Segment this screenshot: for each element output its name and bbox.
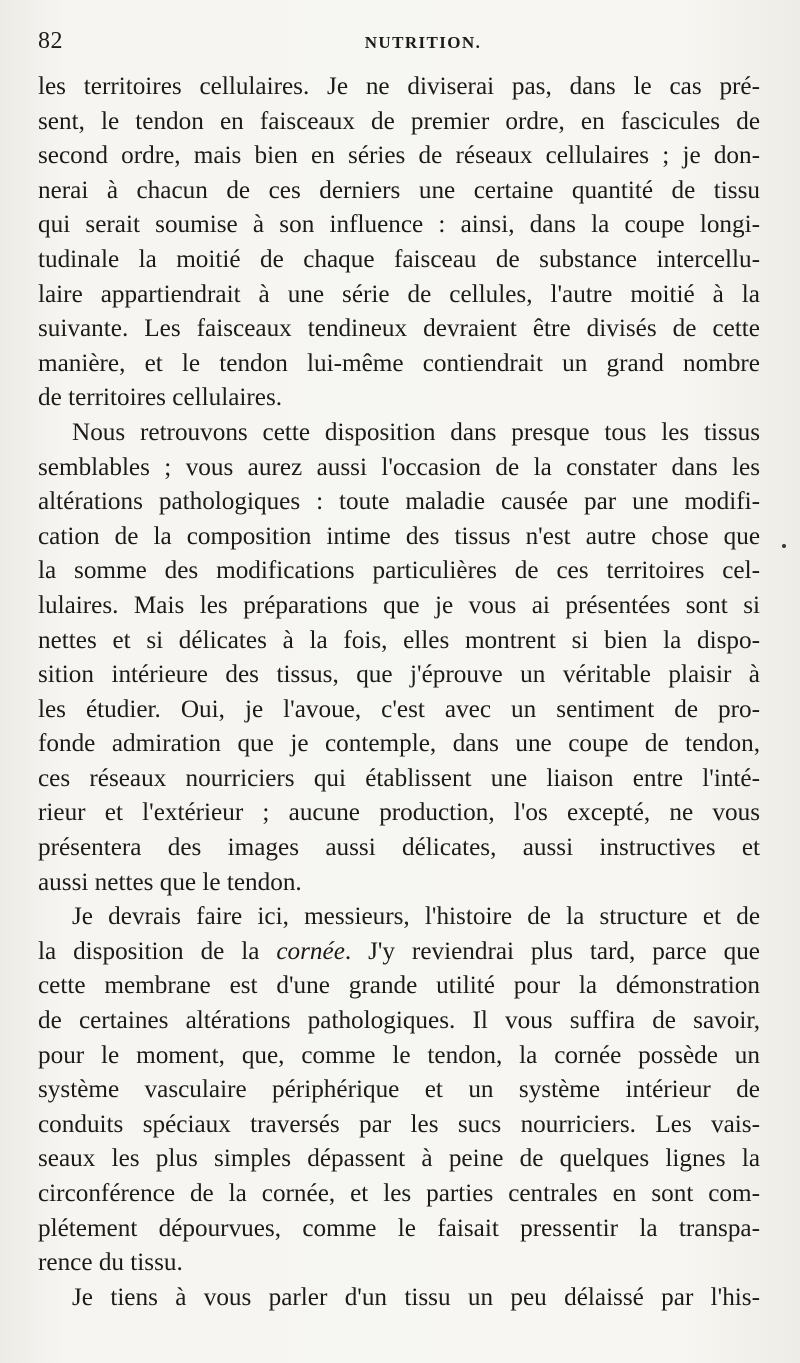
- text-line: [38, 658, 760, 693]
- text-line-content: tudinale la moitié de chaque faisceau de substance intercellu-: [38, 245, 760, 273]
- text-line: [38, 866, 760, 901]
- text-line-content: ces réseaux nourriciers qui établissent une liaison entre l'inté-: [38, 764, 760, 792]
- text-line: [38, 693, 760, 728]
- text-line: [38, 381, 760, 416]
- text-line-content: circonférence de la cornée, et les parties centrales en sont com-: [38, 1180, 760, 1207]
- text-line: [38, 1142, 760, 1177]
- text-line-content: la disposition de la: [38, 937, 277, 965]
- text-line: [38, 1281, 760, 1316]
- text-line-content: de territoires cellulaires.: [38, 384, 283, 412]
- page-number: 82: [38, 28, 63, 54]
- text-line: [38, 624, 760, 659]
- text-line-content: cette membrane est d'une grande utilité pour la démonstration: [38, 972, 760, 1000]
- text-line-content: rence du tissu.: [38, 1249, 183, 1277]
- text-line: [38, 589, 760, 624]
- text-line-content: Nous retrouvons cette disposition dans presque tous les tissus: [72, 418, 760, 446]
- body-text: [38, 70, 760, 1315]
- text-line-content: rieur et l'extérieur ; aucune production, l'os excepté, ne vous: [38, 799, 760, 827]
- text-line: [38, 1073, 760, 1108]
- text-line-content: les territoires cellulaires. Je ne diviserai pas, dans le cas pré-: [38, 73, 760, 100]
- text-line-content: aussi nettes que le tendon.: [38, 868, 302, 896]
- text-line-content: sent, le tendon en faisceaux de premier ordre, en fascicules de: [38, 107, 760, 135]
- text-line-content: nettes et si délicates à la fois, elles montrent si bien la dispo-: [38, 626, 760, 654]
- text-line: [38, 416, 760, 451]
- text-line-content: Je devrais faire ici, messieurs, l'histoire de la structure et de: [72, 903, 760, 931]
- text-line-content: lulaires. Mais les préparations que je vous ai présentées sont si: [38, 591, 760, 619]
- text-line: [38, 1212, 760, 1247]
- text-line-content: les étudier. Oui, je l'avoue, c'est avec un sentiment de pro-: [38, 695, 760, 723]
- text-line: [38, 451, 760, 486]
- text-line: [38, 278, 760, 313]
- text-line: [38, 1177, 760, 1212]
- text-line-content: conduits spéciaux traversés par les sucs nourriciers. Les vais-: [38, 1110, 760, 1138]
- text-line-content: la somme des modifications particulières de ces territoires cel-: [38, 557, 760, 585]
- text-line-content: fonde admiration que je contemple, dans une coupe de tendon,: [38, 730, 760, 758]
- text-line: [38, 70, 760, 105]
- text-line-content: présentera des images aussi délicates, aussi instructives et: [38, 834, 760, 862]
- text-line-content: laire appartiendrait à une série de cellules, l'autre moitié à la: [38, 280, 760, 308]
- text-line: [38, 139, 760, 174]
- text-line-content: plétement dépourvues, comme le faisait pressentir la transpa-: [38, 1214, 760, 1242]
- ink-speck: [782, 544, 786, 548]
- text-line-content: nerai à chacun de ces derniers une certaine quantité de tissu: [38, 176, 760, 204]
- italic-term: cornée: [276, 937, 345, 965]
- text-line-content: système vasculaire périphérique et un système intérieur de: [38, 1076, 760, 1104]
- text-line: [38, 935, 760, 970]
- text-line-content: suivante. Les faisceaux tendineux devraient être divisés de cette: [38, 315, 760, 343]
- text-line-content: sition intérieure des tissus, que j'éprouve un véritable plaisir à: [38, 661, 760, 689]
- text-line: [38, 762, 760, 797]
- text-line: [38, 796, 760, 831]
- text-line-content: manière, et le tendon lui-même contiendrait un grand nombre: [38, 349, 760, 377]
- text-line: [38, 969, 760, 1004]
- text-line: [38, 105, 760, 140]
- text-line: [38, 485, 760, 520]
- text-line-content: altérations pathologiques : toute maladie causée par une modifi-: [38, 488, 760, 516]
- text-line: [38, 1108, 760, 1143]
- text-line: [38, 1004, 760, 1039]
- text-line: [38, 208, 760, 243]
- text-line: [38, 900, 760, 935]
- text-line-content: Je tiens à vous parler d'un tissu un peu délaissé par l'his-: [72, 1283, 760, 1311]
- text-line: [38, 520, 760, 555]
- text-line-content: pour le moment, que, comme le tendon, la cornée possède un: [38, 1041, 760, 1069]
- page-header: [38, 24, 760, 64]
- text-line-content: semblables ; vous aurez aussi l'occasion de la constater dans les: [38, 453, 760, 481]
- text-line-content: de certaines altérations pathologiques. Il vous suffira de savoir,: [38, 1007, 760, 1035]
- text-line: [38, 831, 760, 866]
- text-line: [38, 554, 760, 589]
- text-line: [38, 727, 760, 762]
- text-line-content: cation de la composition intime des tissus n'est autre chose que: [38, 522, 760, 550]
- text-line: [38, 1246, 760, 1281]
- text-line-content: seaux les plus simples dépassent à peine de quelques lignes la: [38, 1145, 760, 1173]
- text-line-content: second ordre, mais bien en séries de réseaux cellulaires ; je don-: [38, 142, 760, 170]
- text-line: [38, 1039, 760, 1074]
- text-line: [38, 312, 760, 347]
- text-line: [38, 347, 760, 382]
- running-title: NUTRITION.: [364, 33, 482, 52]
- text-line-continuation: . J'y reviendrai plus tard, parce que: [344, 937, 760, 965]
- text-line: [38, 243, 760, 278]
- text-line: [38, 174, 760, 209]
- text-line-content: qui serait soumise à son influence : ainsi, dans la coupe longi-: [38, 211, 760, 239]
